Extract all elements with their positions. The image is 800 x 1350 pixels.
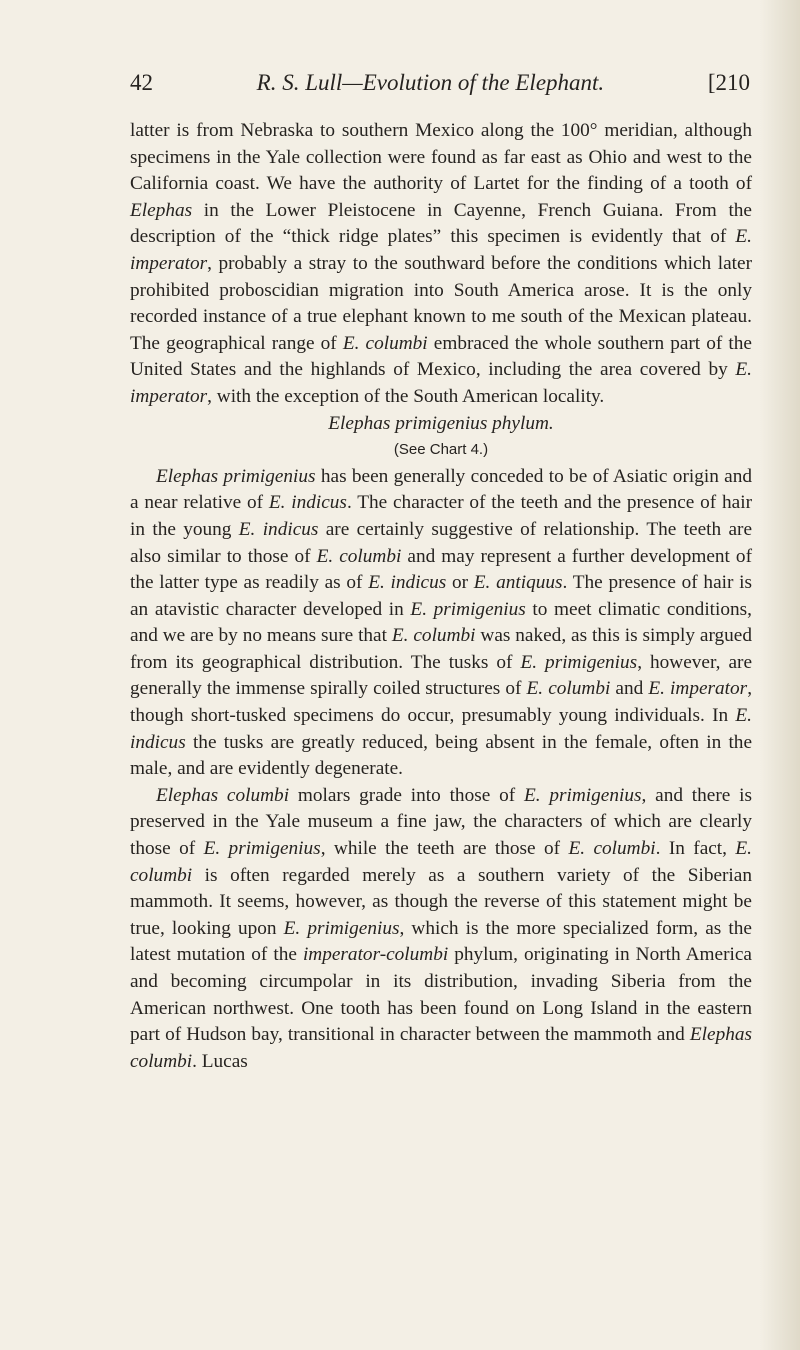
taxon-name: E. columbi (526, 678, 611, 700)
text-run: was naked, as this is simply argued from its geographical distribution. The tusks of (130, 625, 752, 673)
taxon-name: E. columbi (568, 838, 656, 860)
taxon-name: E. indicus (268, 492, 347, 514)
text-run: , however, are generally the immense spirally coiled structures of (130, 651, 753, 700)
text-run: to meet climatic conditions, and we are by no means sure that (130, 598, 752, 647)
taxon-name: E. imperator (130, 359, 752, 407)
page-number: 42 (130, 70, 153, 95)
taxon-name: E. primigenius (203, 838, 321, 860)
text-run: has been generally conceded to be of Asiatic origin and a near relative of (130, 465, 753, 514)
text-run: , though short-tusked specimens do occur, presumably young individuals. In (130, 678, 753, 727)
text-run: . In fact, (655, 838, 736, 860)
taxon-name: E. columbi (342, 332, 428, 354)
paragraph-2 (130, 464, 752, 783)
taxon-name: E. indicus (130, 705, 752, 753)
text-run: . Lucas (192, 1050, 248, 1072)
taxon-name: Elephas primigenius (156, 465, 316, 487)
running-title: R. S. Lull—Evolution of the Elephant. (256, 70, 605, 95)
paragraph-3 (130, 783, 752, 1076)
taxon-name: E. primigenius (283, 917, 400, 939)
taxon-name: Elephas (130, 199, 193, 221)
running-header (130, 70, 750, 96)
taxon-name: E. imperator (130, 226, 752, 274)
text-run: embraced the whole southern part of the United States and the highlands of Mexico, including the area covered by (130, 332, 752, 381)
taxon-name: E. antiquus (473, 572, 563, 594)
text-run: is often regarded merely as a southern variety of the Siberian mammoth. It seems, however, as though the reverse of this statement might be true, looking upon (130, 864, 752, 939)
taxon-name: Elephas columbi (130, 1024, 752, 1072)
text-run: and may represent a further development of the latter type as readily as of (130, 545, 752, 594)
text-run: , while the teeth are those of (320, 838, 569, 860)
text-run: , probably a stray to the southward before the conditions which later prohibited proboscidian migration into South America arose. It is the only recorded instance of a true elephant known to me south of the Mexican plateau. The geographical range of (130, 252, 752, 354)
text-run: are certainly suggestive of relationship. The teeth are also similar to those of (130, 518, 753, 567)
paragraph-1 (130, 118, 752, 411)
text-run: and (610, 678, 649, 700)
text-run: or (446, 572, 474, 594)
text-run: phylum, originating in North America and becoming circumpolar in its distribution, invading Siberia from the American northwest. One tooth has been found on Long Island in the eastern part of Hudson bay, transitional in character between the mammoth and (130, 944, 752, 1046)
text-run: molars grade into those of (289, 784, 524, 806)
body-text (130, 118, 752, 1075)
text-run: . The character of the teeth and the presence of hair in the young (130, 492, 752, 540)
taxon-name: E. primigenius (520, 651, 638, 673)
text-run: , and there is preserved in the Yale museum a fine jaw, the characters of which are clearly those of (130, 784, 752, 860)
bracket-page-number: [210 (707, 70, 750, 95)
taxon-name: imperator-columbi (302, 944, 449, 966)
text-run: in the Lower Pleistocene in Cayenne, French Guiana. From the description of the “thick ridge plates” this specimen is evidently that of (130, 199, 752, 248)
text-run: the tusks are greatly reduced, being absent in the female, often in the male, and are evidently degenerate. (130, 731, 752, 780)
text-run: . The presence of hair is an atavistic character developed in (130, 572, 752, 620)
taxon-name: E. columbi (130, 838, 752, 886)
taxon-name: E. imperator (648, 678, 748, 700)
text-run: , with the exception of the South American locality. (207, 385, 605, 407)
section-title: Elephas primigenius phylum. (328, 412, 554, 434)
taxon-name: E. primigenius (523, 784, 642, 806)
taxon-name: E. indicus (368, 572, 447, 594)
page-edge-shadow (760, 0, 800, 1350)
text-run: latter is from Nebraska to southern Mexico along the 100° meridian, although specimens in the Yale collection were found as far east as Ohio and west to the California coast. We have the authority of Lartet for the finding of a tooth of (130, 120, 752, 195)
taxon-name: E. primigenius (410, 598, 526, 620)
taxon-name: E. indicus (238, 518, 319, 540)
chart-reference: (See Chart 4.) (393, 441, 489, 459)
taxon-name: E. columbi (316, 545, 402, 567)
text-run: , which is the more specialized form, as the latest mutation of the (130, 917, 752, 966)
taxon-name: E. columbi (391, 625, 476, 647)
taxon-name: Elephas columbi (156, 784, 290, 806)
